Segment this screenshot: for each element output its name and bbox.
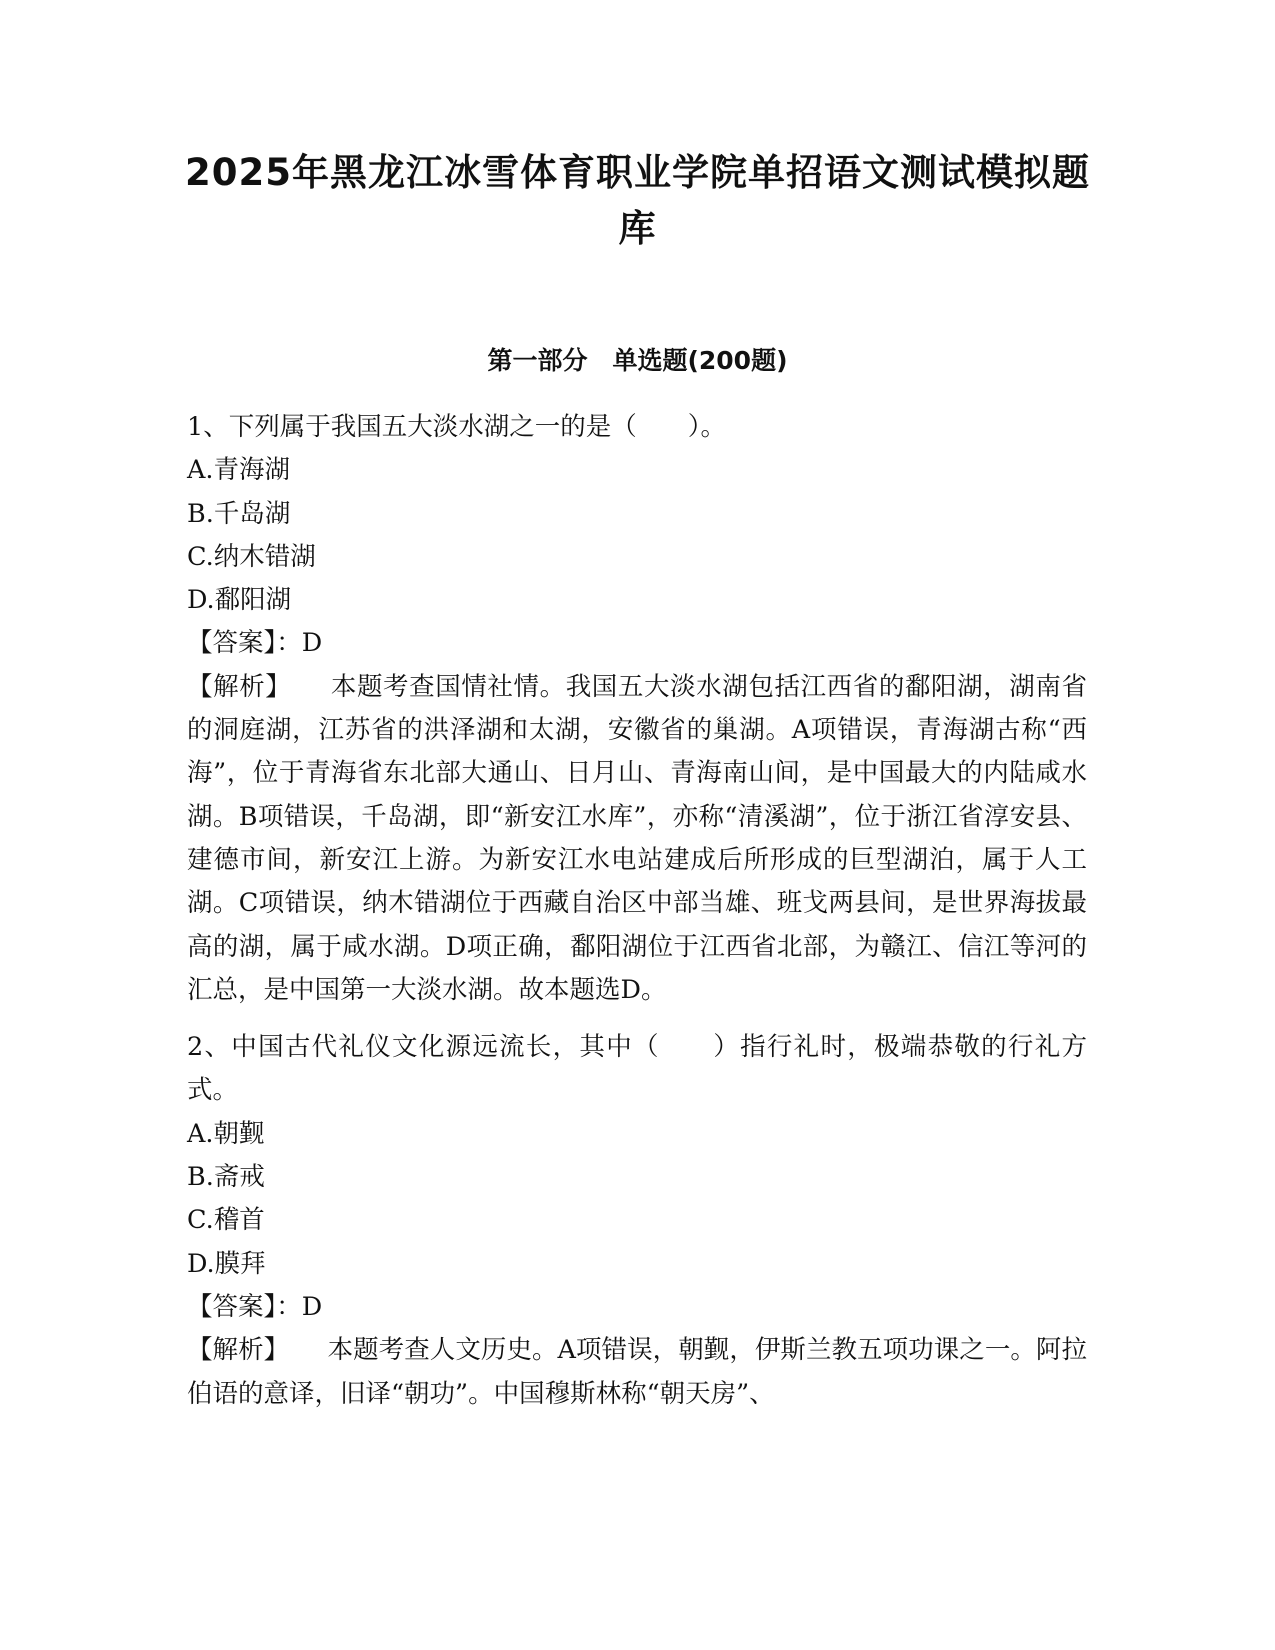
analysis-gap — [276, 1335, 327, 1365]
answer-line — [187, 1286, 1087, 1329]
option-a: A.青海湖 — [187, 455, 291, 486]
option-b: B.斋戒 — [187, 1162, 265, 1193]
option-c: C.稽首 — [187, 1205, 265, 1236]
answer-value: ：D — [276, 628, 323, 659]
option-b: B.千岛湖 — [187, 498, 291, 529]
question-stem: 1、下列属于我国五大淡水湖之一的是（ ）。 — [187, 412, 726, 442]
option-c: C.纳木错湖 — [187, 541, 316, 572]
option-d: D.鄱阳湖 — [187, 585, 292, 616]
document-title: 2025年黑龙江冰雪体育职业学院单招语文测试模拟题库 — [185, 151, 1090, 250]
question-stem: 2、中国古代礼仪文化源远流长，其中（ ）指行礼时，极端恭敬的行礼方式。 — [187, 1032, 1087, 1106]
answer-tag: 【答案】 — [187, 628, 277, 659]
analysis-text: 本题考查国情社情。我国五大淡水湖包括江西省的鄱阳湖，湖南省的洞庭湖，江苏省的洪泽湖和太湖，安徽省的巢湖。A项错误，青海湖古称“西海”，位于青海省东北部大通山、日月山、青海南山间，是中国最大的内陆咸水湖。B项错误，千岛湖，即“新安江水库”，亦称“清溪湖”，位于浙江省淳安县、建德市间，新安江上游。为新安江水电站建成后所形成的巨型湖泊，属于人工湖。C项错误，纳木错湖位于西藏自治区中部当雄、班戈两县间，是世界海拔最高的湖，属于咸水湖。D项正确，鄱阳湖位于江西省北部，为赣江、信江等河的汇总，是中国第一大淡水湖。故本题选D。 — [187, 671, 1087, 1005]
analysis-tag: 【解析】 — [187, 1335, 277, 1366]
analysis-gap — [279, 672, 331, 702]
answer-tag: 【答案】 — [187, 1291, 277, 1322]
answer-value: ：D — [276, 1291, 323, 1322]
option-a: A.朝觐 — [187, 1118, 265, 1149]
answer-line — [187, 622, 1087, 665]
analysis-text: 本题考查人文历史。A项错误，朝觐，伊斯兰教五项功课之一。阿拉伯语的意译，旧译“朝功”。中国穆斯林称“朝天房”、 — [187, 1335, 1087, 1409]
analysis-paragraph — [187, 1329, 1087, 1416]
question-2 — [187, 1026, 1087, 1416]
question-1 — [187, 406, 1087, 1012]
option-d: D.膜拜 — [187, 1248, 266, 1279]
analysis-paragraph — [187, 666, 1087, 1012]
analysis-tag: 【解析】 — [187, 671, 279, 702]
question-list — [187, 406, 1087, 1416]
section-heading: 第一部分 单选题(200题) — [487, 346, 788, 375]
